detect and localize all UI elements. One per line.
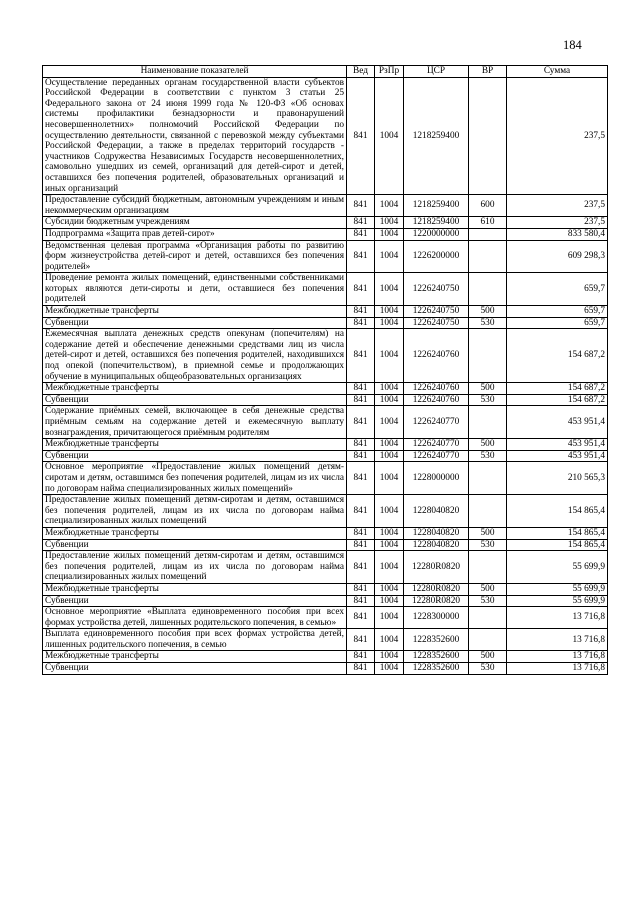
row-rzpr-cell: 1004 [375,651,404,663]
table-row [43,539,608,551]
row-csr-cell: 1226240770 [404,406,469,439]
header-ved: Вед [347,66,375,78]
row-vr-cell: 600 [469,195,507,217]
row-name-cell: Предоставление жилых помещений детям-сиротам и детям, оставшимся без попечения родителей, лицам из их числа по договорам найма специализированных жилых помещений [43,495,347,528]
table-row [43,495,608,528]
row-name-cell: Субвенции [43,595,347,607]
row-rzpr-cell: 1004 [375,383,404,395]
row-ved-cell: 841 [347,551,375,584]
row-sum-cell: 659,7 [507,306,608,318]
row-sum-cell: 13 716,8 [507,607,608,629]
row-name-cell: Субвенции [43,539,347,551]
row-vr-cell: 500 [469,383,507,395]
table-row [43,240,608,273]
row-csr-cell: 1226240770 [404,439,469,451]
table-row [43,607,608,629]
row-rzpr-cell: 1004 [375,439,404,451]
row-name-cell: Основное мероприятие «Предоставление жилых помещений детям-сиротам и детям, оставшимся без попечения родителей, лицам из их числа по договорам найма специализированных жилых помещений» [43,462,347,495]
row-vr-cell [469,551,507,584]
row-csr-cell: 1226240770 [404,450,469,462]
row-sum-cell: 237,5 [507,217,608,229]
row-vr-cell: 500 [469,583,507,595]
row-rzpr-cell: 1004 [375,406,404,439]
row-ved-cell: 841 [347,583,375,595]
row-name-cell: Содержание приёмных семей, включающее в себя денежные средства приёмным семьям на содержание детей и ежемесячную выплату вознаграждения, причитающегося приёмным родителям [43,406,347,439]
row-csr-cell: 1228352600 [404,651,469,663]
row-name-cell: Межбюджетные трансферты [43,583,347,595]
row-ved-cell: 841 [347,527,375,539]
header-rzpr: РзПр [375,66,404,78]
header-sum: Сумма [507,66,608,78]
table-row [43,462,608,495]
table-row [43,228,608,240]
row-ved-cell: 841 [347,228,375,240]
row-ved-cell: 841 [347,629,375,651]
row-vr-cell: 500 [469,439,507,451]
row-name-cell: Межбюджетные трансферты [43,306,347,318]
table-row [43,306,608,318]
row-rzpr-cell: 1004 [375,306,404,318]
row-rzpr-cell: 1004 [375,607,404,629]
row-ved-cell: 841 [347,217,375,229]
row-ved-cell: 841 [347,439,375,451]
row-vr-cell [469,240,507,273]
row-csr-cell: 1226240750 [404,317,469,329]
row-rzpr-cell: 1004 [375,595,404,607]
row-csr-cell: 12280R0820 [404,595,469,607]
table-row [43,317,608,329]
row-ved-cell: 841 [347,450,375,462]
row-rzpr-cell: 1004 [375,217,404,229]
row-name-cell: Субсидии бюджетным учреждениям [43,217,347,229]
row-sum-cell: 55 699,9 [507,595,608,607]
row-vr-cell: 500 [469,306,507,318]
row-name-cell: Субвенции [43,663,347,675]
row-csr-cell: 1228000000 [404,462,469,495]
row-ved-cell: 841 [347,539,375,551]
row-csr-cell: 1228352600 [404,629,469,651]
row-vr-cell [469,273,507,306]
row-name-cell: Субвенции [43,317,347,329]
row-csr-cell: 1218259400 [404,217,469,229]
row-rzpr-cell: 1004 [375,273,404,306]
row-name-cell: Межбюджетные трансферты [43,383,347,395]
row-ved-cell: 841 [347,607,375,629]
row-rzpr-cell: 1004 [375,317,404,329]
table-row [43,394,608,406]
row-vr-cell: 530 [469,663,507,675]
row-vr-cell: 530 [469,317,507,329]
header-csr: ЦСР [404,66,469,78]
row-rzpr-cell: 1004 [375,394,404,406]
row-ved-cell: 841 [347,462,375,495]
row-name-cell: Ведомственная целевая программа «Организация работы по развитию форм жизнеустройства детей-сирот и детей, оставшихся без попечения родителей» [43,240,347,273]
table-row [43,595,608,607]
row-ved-cell: 841 [347,195,375,217]
row-vr-cell: 500 [469,651,507,663]
table-row [43,406,608,439]
row-sum-cell: 55 699,9 [507,583,608,595]
row-sum-cell: 453 951,4 [507,406,608,439]
row-sum-cell: 154 687,2 [507,383,608,395]
row-name-cell: Межбюджетные трансферты [43,651,347,663]
row-csr-cell: 1226200000 [404,240,469,273]
row-vr-cell: 530 [469,595,507,607]
row-rzpr-cell: 1004 [375,495,404,528]
row-csr-cell: 1218259400 [404,195,469,217]
table-row [43,329,608,383]
row-ved-cell: 841 [347,406,375,439]
row-csr-cell: 12280R0820 [404,551,469,584]
row-csr-cell: 1226240760 [404,383,469,395]
row-csr-cell: 1228040820 [404,527,469,539]
row-csr-cell: 1228040820 [404,495,469,528]
row-name-cell: Выплата единовременного пособия при всех формах устройства детей, лишенных родительского попечения, в семью [43,629,347,651]
row-csr-cell: 1226240760 [404,394,469,406]
row-sum-cell: 453 951,4 [507,439,608,451]
row-ved-cell: 841 [347,77,375,195]
row-csr-cell: 12280R0820 [404,583,469,595]
row-name-cell: Субвенции [43,450,347,462]
row-ved-cell: 841 [347,317,375,329]
row-vr-cell [469,77,507,195]
table-row [43,527,608,539]
row-rzpr-cell: 1004 [375,462,404,495]
row-vr-cell: 530 [469,450,507,462]
row-sum-cell: 453 951,4 [507,450,608,462]
row-sum-cell: 55 699,9 [507,551,608,584]
row-sum-cell: 609 298,3 [507,240,608,273]
row-sum-cell: 13 716,8 [507,629,608,651]
row-rzpr-cell: 1004 [375,195,404,217]
row-name-cell: Осуществление переданных органам государственной власти субъектов Российской Федерации в соответствии с пунктом 3 статьи 25 Федерального закона от 24 июня 1999 года № 120-ФЗ «Об основах системы профилактики безнадзорности и правонарушений несовершеннолетних» полномочий Российской Федерации по осуществлению деятельности, связанной с перевозкой между субъектами Российской Федерации, а также в пределах территорий государств - участников Содружества Независимых Государств несовершеннолетних, самовольно ушедших из семей, организаций для детей-сирот и детей, оставшихся без попечения родителей, образовательных организаций и иных организаций [43,77,347,195]
row-ved-cell: 841 [347,240,375,273]
row-sum-cell: 154 865,4 [507,495,608,528]
row-sum-cell: 154 865,4 [507,527,608,539]
row-csr-cell: 1228300000 [404,607,469,629]
row-rzpr-cell: 1004 [375,527,404,539]
row-csr-cell: 1226240750 [404,306,469,318]
row-rzpr-cell: 1004 [375,629,404,651]
row-sum-cell: 237,5 [507,77,608,195]
table-row [43,383,608,395]
row-ved-cell: 841 [347,595,375,607]
table-header-row [43,66,608,78]
row-vr-cell: 610 [469,217,507,229]
row-sum-cell: 210 565,3 [507,462,608,495]
table-row [43,629,608,651]
header-name: Наименование показателей [43,66,347,78]
row-vr-cell [469,228,507,240]
row-name-cell: Предоставление жилых помещений детям-сиротам и детям, оставшимся без попечения родителей, лицам из их числа по договорам найма специализированных жилых помещений [43,551,347,584]
row-ved-cell: 841 [347,273,375,306]
row-name-cell: Межбюджетные трансферты [43,439,347,451]
budget-table [42,65,608,675]
header-vr: ВР [469,66,507,78]
table-row [43,273,608,306]
row-sum-cell: 237,5 [507,195,608,217]
row-rzpr-cell: 1004 [375,77,404,195]
row-ved-cell: 841 [347,394,375,406]
row-sum-cell: 154 865,4 [507,539,608,551]
table-row [43,663,608,675]
row-vr-cell: 500 [469,527,507,539]
row-sum-cell: 154 687,2 [507,329,608,383]
row-name-cell: Предоставление субсидий бюджетным, автономным учреждениям и иным некоммерческим организациям [43,195,347,217]
row-csr-cell: 1228352600 [404,663,469,675]
row-name-cell: Ежемесячная выплата денежных средств опекунам (попечителям) на содержание детей и обеспечение денежными средствами лиц из числа детей-сирот и детей, оставшихся без попечения родителей, находившихся под опекой (попечительством), в приемной семье и продолжающих обучение в муниципальных общеобразовательных организациях [43,329,347,383]
table-row [43,77,608,195]
row-rzpr-cell: 1004 [375,240,404,273]
row-vr-cell [469,607,507,629]
row-vr-cell [469,495,507,528]
row-rzpr-cell: 1004 [375,583,404,595]
row-ved-cell: 841 [347,306,375,318]
row-csr-cell: 1226240750 [404,273,469,306]
table-row [43,551,608,584]
row-name-cell: Субвенции [43,394,347,406]
row-rzpr-cell: 1004 [375,228,404,240]
row-sum-cell: 13 716,8 [507,663,608,675]
row-ved-cell: 841 [347,663,375,675]
row-rzpr-cell: 1004 [375,450,404,462]
row-rzpr-cell: 1004 [375,539,404,551]
table-row [43,583,608,595]
table-row [43,195,608,217]
row-rzpr-cell: 1004 [375,663,404,675]
row-name-cell: Основное мероприятие «Выплата единовременного пособия при всех формах устройства детей, лишенных родительского попечения, в семью» [43,607,347,629]
row-vr-cell: 530 [469,394,507,406]
row-vr-cell: 530 [469,539,507,551]
row-vr-cell [469,462,507,495]
table-row [43,439,608,451]
row-rzpr-cell: 1004 [375,329,404,383]
row-csr-cell: 1220000000 [404,228,469,240]
row-sum-cell: 833 580,4 [507,228,608,240]
row-ved-cell: 841 [347,495,375,528]
row-ved-cell: 841 [347,329,375,383]
row-vr-cell [469,629,507,651]
row-sum-cell: 659,7 [507,273,608,306]
table-row [43,651,608,663]
row-csr-cell: 1226240760 [404,329,469,383]
row-vr-cell [469,406,507,439]
page-number: 184 [563,38,582,52]
table-row [43,217,608,229]
row-name-cell: Межбюджетные трансферты [43,527,347,539]
row-csr-cell: 1218259400 [404,77,469,195]
table-row [43,450,608,462]
row-sum-cell: 154 687,2 [507,394,608,406]
row-csr-cell: 1228040820 [404,539,469,551]
row-name-cell: Подпрограмма «Защита прав детей-сирот» [43,228,347,240]
row-sum-cell: 659,7 [507,317,608,329]
row-ved-cell: 841 [347,383,375,395]
row-sum-cell: 13 716,8 [507,651,608,663]
row-ved-cell: 841 [347,651,375,663]
row-vr-cell [469,329,507,383]
row-name-cell: Проведение ремонта жилых помещений, единственными собственниками которых являются дети-сироты и дети, оставшиеся без попечения родителей [43,273,347,306]
row-rzpr-cell: 1004 [375,551,404,584]
